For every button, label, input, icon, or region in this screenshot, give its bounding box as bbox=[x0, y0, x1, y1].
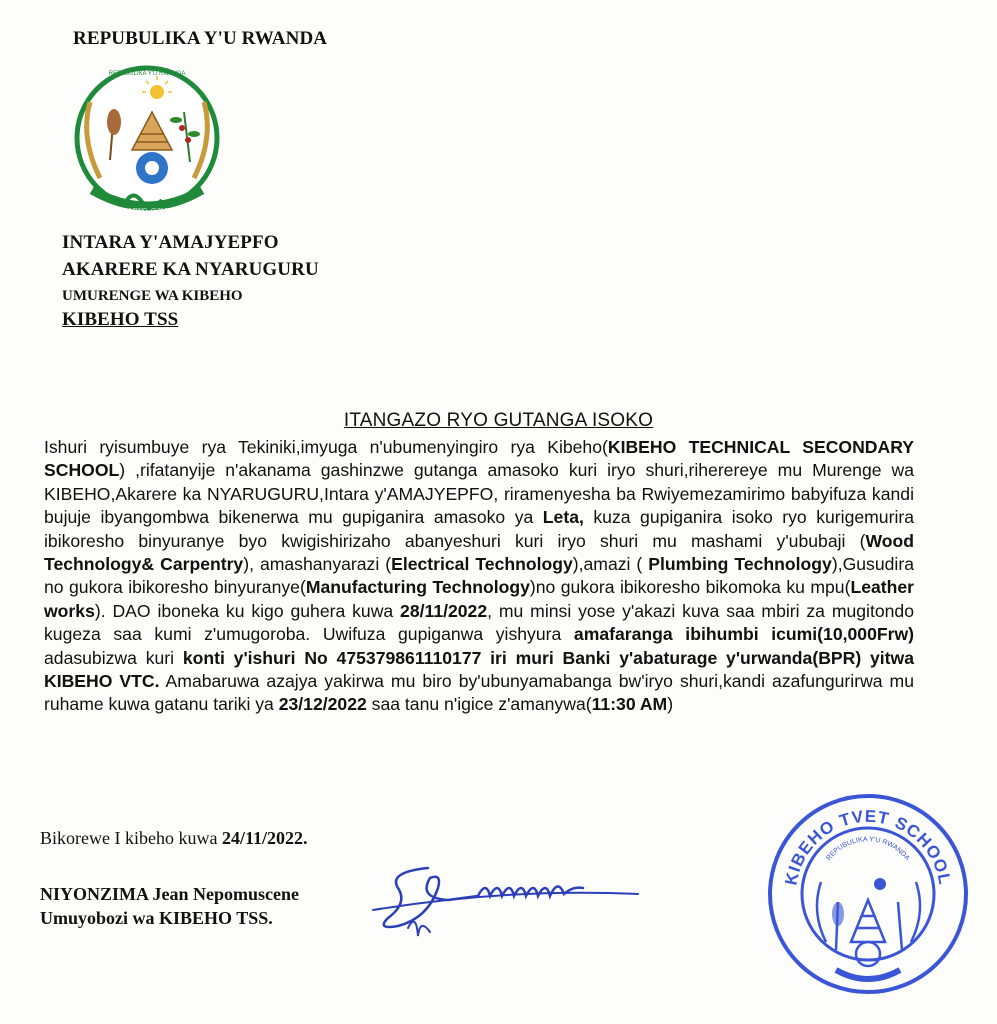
emblem-motto-text: UBUMWE · UMURIMO · GUKUNDA IGIHUGU bbox=[95, 208, 199, 214]
notice-title: ITANGAZO RYO GUTANGA ISOKO bbox=[343, 410, 654, 431]
notice-bold-segment: Plumbing Technology bbox=[648, 554, 832, 575]
notice-text-segment: Amabaruwa azajya yakirwa mu biro by'ubunyamabanga bw'iryo shuri,kandi azafungurirwa mu ruhame kuwa gatanu tariki ya bbox=[44, 671, 914, 715]
notice-text-segment: )no gukora ibikoresho bikomoka ku mpu( bbox=[529, 577, 851, 598]
notice-bold-segment: 23/12/2022 bbox=[278, 694, 367, 715]
notice-bold-segment: Leather works bbox=[44, 577, 915, 621]
stamp-inner-text: REPUBULIKA Y'U RWANDA bbox=[825, 836, 911, 863]
stamp-ring-text: KIBEHO TVET SCHOOL bbox=[781, 806, 955, 887]
sector-heading: UMURENGE WA KIBEHO bbox=[62, 288, 243, 304]
emblem-top-text: REPUBULIKA Y'U RWANDA bbox=[108, 71, 186, 77]
notice-text-segment: ),amazi ( bbox=[572, 554, 649, 575]
notice-text-segment: adasubizwa kuri bbox=[44, 647, 183, 668]
notice-bold-segment: Electrical Technology bbox=[391, 554, 573, 575]
notice-bold-segment: Manufacturing Technology bbox=[305, 577, 530, 598]
notice-bold-segment: amafaranga ibihumbi icumi(10,000Frw) bbox=[573, 624, 914, 645]
notice-bold-segment: KIBEHO TECHNICAL SECONDARY SCHOOL bbox=[44, 437, 914, 481]
signer-title: Umuyobozi wa KIBEHO TSS. bbox=[40, 908, 273, 928]
notice-bold-segment: 11:30 AM bbox=[591, 694, 668, 715]
notice-bold-segment: Leta, bbox=[542, 507, 584, 528]
school-stamp bbox=[766, 792, 971, 997]
place-date-line bbox=[40, 828, 307, 849]
notice-text-segment: kuza gupiganira isoko ryo kurigemurira ibikoresho binyuranye byo kwigishirizaho abanyeshuri kuri iryo shuri mu mashami y'ububaji ( bbox=[44, 507, 914, 551]
notice-text-segment: ) ,rifatanyije n'akanama gashinzwe gutanga amasoko kuri iryo shuri,riherereye mu Murenge wa KIBEHO,Akarere ka NYARUGURU,Intara y'AMAJYEPFO, riramenyesha ba Rwiyemezamirimo babyifuza kandi bujuje ibyangombwa bikenerwa mu gupiganira amasoko ya bbox=[44, 460, 914, 528]
notice-text-segment: saa tanu n'igice z'amanywa( bbox=[366, 694, 592, 715]
notice-body bbox=[44, 436, 914, 717]
country-heading: REPUBULIKA Y'U RWANDA bbox=[73, 28, 328, 49]
notice-text-segment: Ishuri ryisumbuye rya Tekiniki,imyuga n'ubumenyingiro rya Kibeho( bbox=[44, 437, 608, 457]
place-date-prefix: Bikorewe I kibeho kuwa bbox=[40, 828, 222, 848]
province-heading: INTARA Y'AMAJYEPFO bbox=[62, 232, 279, 253]
notice-text-segment: ). DAO iboneka ku kigo guhera kuwa bbox=[94, 600, 401, 621]
rwanda-emblem bbox=[72, 50, 222, 225]
notice-text-segment: , mu minsi yose y'akazi kuva saa mbiri za mugitondo kugeza saa kumi z'umugoroba. Uwifuza gupiganwa yishyura bbox=[44, 600, 914, 645]
notice-text-segment: ),Gusudira no gukora ibikoresho binyuranye( bbox=[44, 554, 914, 598]
signature bbox=[368, 848, 668, 948]
notice-text-segment: ) bbox=[667, 694, 674, 715]
notice-bold-segment: Wood Technology& Carpentry bbox=[44, 530, 914, 575]
school-heading: KIBEHO TSS bbox=[62, 309, 179, 330]
notice-bold-segment: 28/11/2022 bbox=[400, 600, 488, 621]
notice-bold-segment: konti y'ishuri No 475379861110177 iri muri Banki y'abaturage y'urwanda(BPR) yitwa KIBEHO VTC. bbox=[44, 647, 914, 692]
signer-name: NIYONZIMA Jean Nepomuscene bbox=[40, 884, 299, 904]
district-heading: AKARERE KA NYARUGURU bbox=[62, 259, 319, 280]
notice-text-segment: ), amashanyarazi ( bbox=[243, 554, 392, 575]
issue-date: 24/11/2022. bbox=[221, 828, 308, 848]
svg-text:REPUBULIKA Y'U RWANDA bbox=[825, 836, 910, 862]
